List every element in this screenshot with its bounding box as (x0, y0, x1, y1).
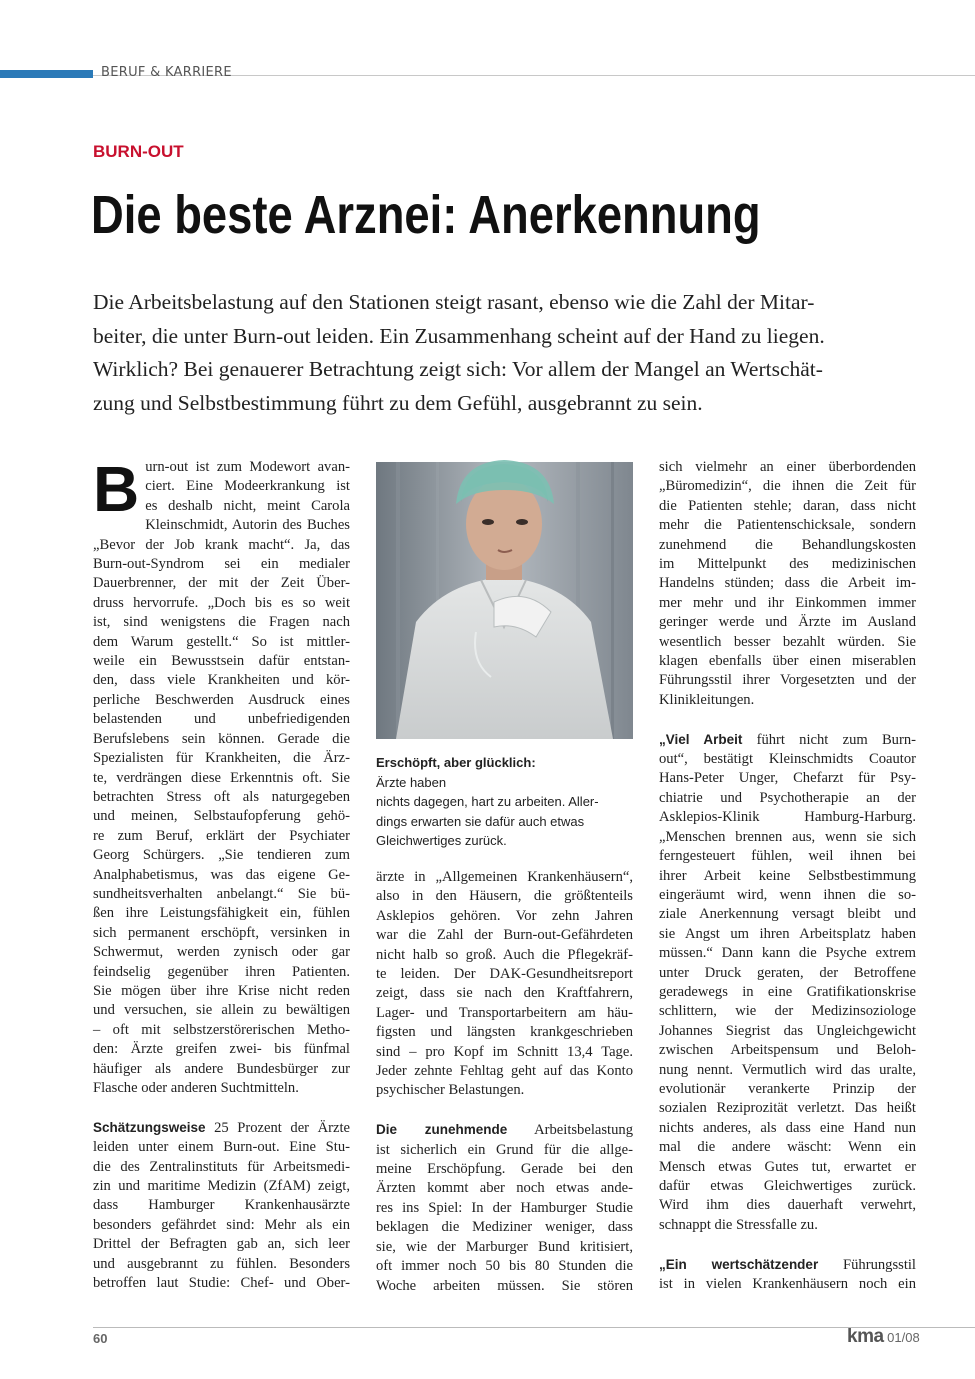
section-color-bar (0, 70, 93, 78)
article-kicker: BURN-OUT (93, 142, 184, 161)
caption-label: Erschöpft, aber glücklich: (376, 755, 536, 770)
text-line: wesentlich besser bezahlt würden. Sie (659, 633, 916, 650)
paragraph-start: „Viel Arbeit führt nicht zum Burn- (659, 731, 916, 748)
article-lead (93, 286, 893, 420)
paragraph-label: Schätzungsweise (93, 1119, 206, 1135)
text-line: schnappt die Stressfalle zu. (659, 1216, 818, 1233)
footer-rule (93, 1327, 975, 1328)
text-line: sich permanent erschöpft, versinken in (93, 924, 350, 941)
text-line: war die Zahl der Burn-out-Gefährdeten (376, 927, 633, 944)
caption-line: dings erwarten sie dafür auch etwas (376, 813, 585, 829)
text-line: urn-out ist zum Modewort avan- (145, 459, 350, 475)
text-line: nung nennt. Vermutlich wird das uralte, (659, 1061, 916, 1078)
text-line: sundheitsverhalten anbelangt.“ Sie bü- (93, 885, 350, 902)
text-line: Flasche oder anderen Suchtmitteln. (93, 1080, 299, 1096)
text-line: Wird ihm dies dauerhaft verwehrt, (659, 1197, 916, 1214)
text-line: Hans-Peter Unger, Chefarzt für Psy- (659, 770, 916, 787)
text-line: chiatrie und Psychotherapie an der (659, 789, 916, 806)
text-line: Führungsstil ihrer Vorgesetzten und der (659, 672, 916, 689)
lead-line: Wirklich? Bei genauerer Betrachtung zeigt sich: Vor allem der Mangel an Wertschät- (93, 357, 823, 381)
lead-line: Die Arbeitsbelastung auf den Stationen steigt rasant, ebenso wie die Zahl der Mitar- (93, 290, 815, 314)
text-line: sich vielmehr an einer überbordenden (659, 459, 916, 475)
text-line: weile ein Bewusstsein dafür entstan- (93, 653, 350, 670)
text-line: ziale Anerkennung versagt bleibt und (659, 906, 916, 923)
article-photo (376, 462, 633, 739)
text-line: unter Druck geraten, der Betroffene (659, 964, 916, 981)
text-line: te, verdrängen diese Erkenntnis oft. Sie (93, 769, 350, 786)
paragraph-start: „Ein wertschätzender Führungsstil (659, 1256, 916, 1273)
text-line: Asklepios gehören. Vor zehn Jahren (376, 907, 633, 924)
text-line: perliche Beschwerden Ausdruck eines (93, 691, 350, 708)
caption-first-line: Erschöpft, aber glücklich: Ärzte haben (376, 755, 536, 790)
text-line: zeigt, dass sie nach den Kraftfahrern, (376, 985, 633, 1002)
text-line: Johannes Siegrist das Ungleichgewicht (659, 1022, 916, 1039)
text-line: zin und maritime Medizin (ZfAM) zeigt, (93, 1178, 350, 1195)
photo-caption (376, 753, 633, 851)
text-line: „Menschen brennen aus, wenn sie sich (659, 828, 916, 845)
text-line: nichts anderes, als dass eine Hand nun (659, 1119, 916, 1136)
text-line: mal die andere wäscht: Wenn ein (659, 1139, 916, 1156)
section-label: BERUF & KARRIERE (101, 65, 232, 80)
page-number: 60 (93, 1331, 108, 1346)
text-line: und meinen, Selbstaufopferung gehö- (93, 808, 350, 825)
text-line: nicht halb so groß. Auch die Pflegekräf- (376, 946, 633, 963)
text-line: ciert. Eine Modeerkrankung ist (145, 478, 350, 495)
doctor-portrait-image (376, 462, 633, 739)
text-line: Kleinschmidt, Autorin des Buches (145, 517, 350, 534)
text-line: Georg Schürgers. „Sie tendieren zum (93, 847, 350, 864)
text-line: mer mehr und ihr Einkommen immer (659, 594, 916, 611)
text-line: Schwermut, werden zynisch oder gar (93, 944, 350, 961)
text-line: figsten und längsten krankgeschrieben (376, 1024, 633, 1041)
caption-line: nichts dagegen, hart zu arbeiten. Aller- (376, 794, 599, 810)
text-line: häufiger als andere Bundesbürger zur (93, 1060, 350, 1077)
text-line: Spezialisten für Krankheiten, die Ärz- (93, 750, 350, 767)
article-headline: Die beste Arznei: Anerkennung (91, 185, 761, 245)
text-line: ist, sind wenigstens die Fragen nach (93, 614, 350, 631)
text-line: betrachten Stress oft als naturgegeben (93, 788, 350, 805)
text-line: evolutionär verankerte Prinzip der (659, 1080, 916, 1097)
text-line: ihrer Arbeit keine Selbstbestimmung (659, 867, 916, 884)
text-line: re zum Beruf, erklärt der Psychiater (93, 827, 350, 844)
paragraph-label: Die zunehmende (376, 1122, 508, 1138)
text-line: die des Zentralinstituts für Arbeitsmedi- (93, 1158, 350, 1175)
text-column-3 (659, 458, 916, 1294)
text-line: sie Angst um ihren Arbeitsplatz haben (659, 925, 916, 942)
text-line: druss hervorrufe. „Doch bis es so weit (93, 594, 350, 611)
text-line: Woche arbeiten müssen. Sie stören (376, 1277, 633, 1294)
text-line: Analphabetismus, was das eigene Ge- (93, 866, 350, 883)
text-line: sie, wie der Marburger Bund kritisiert, (376, 1238, 633, 1255)
text-line: meine Erschöpfung. Gerade bei den (376, 1161, 633, 1178)
text-line: eingeräumt wird, wenn ihnen die so- (659, 886, 916, 903)
lead-line: zung und Selbstbestimmung führt zu dem Gefühl, ausgebrannt zu sein. (93, 390, 703, 415)
text-line: dass Hamburger Krankenhausärzte (93, 1197, 350, 1214)
text-line: Burn-out-Syndrom sei ein medialer (93, 556, 350, 573)
text-line: te leiden. Der DAK-Gesundheitsreport (376, 966, 633, 983)
text-line: dafür etwas Gleichwertiges zurück. (659, 1178, 916, 1195)
text-line: betroffen laut Studie: Chef- und Ober- (93, 1275, 350, 1292)
kma-logo: kma (847, 1326, 884, 1347)
text-line: zunehmend die Behandlungskosten (659, 536, 916, 553)
text-line: beklagen die Mediziner weniger, dass (376, 1219, 633, 1236)
lead-line: beiter, die unter Burn-out leiden. Ein Zusammenhang scheint auf der Hand zu liegen. (93, 323, 825, 348)
paragraph-start: Die zunehmende Arbeitsbelastung (376, 1122, 633, 1139)
text-line: den: Ärzte greifen zwei- bis fünfmal (93, 1041, 350, 1058)
text-line: die Patienten stehle; daran, dass nicht (659, 497, 916, 514)
text-line: mehr die Patientenschicksale, sondern (659, 517, 916, 534)
paragraph-label: „Ein wertschätzender (659, 1256, 819, 1272)
text-line: Dauerbrenner, der mit der Zeit Über- (93, 575, 350, 592)
drop-cap: B (93, 453, 140, 525)
text-line: zwischen Arbeitspensum und Beloh- (659, 1042, 916, 1059)
text-line: Berufslebens sein können. Gerade die (93, 730, 350, 747)
text-line: Drittel der Befragten gab an, sich leer (93, 1236, 350, 1253)
text-line: „Büromedizin“, die ihnen die Zeit für (659, 478, 916, 495)
text-line: Sie mögen über ihre Krise nicht reden (93, 982, 350, 999)
text-line: „Bevor der Job krank macht“. Ja, das (93, 536, 350, 553)
text-line: leiden unter einem Burn-out. Eine Stu- (93, 1139, 350, 1156)
text-line: Jeder zehnte Fehltag geht auf das Konto (376, 1063, 633, 1080)
text-line: den, dass viele Krankheiten und kör- (93, 672, 350, 689)
text-line: dem Warum gestellt.“ So ist mittler- (93, 633, 350, 650)
text-line: ist in vielen Krankenhäusern noch ein (659, 1276, 916, 1293)
text-line: sind – pro Kopf im Schnitt 13,4 Tage. (376, 1043, 633, 1060)
text-line: Ärzten kommt aber noch etwas ande- (376, 1180, 633, 1197)
text-line: Mensch etwas Gutes tut, erwartet er (659, 1158, 916, 1175)
text-line: geradewegs in eine Gratifikationskrise (659, 983, 916, 1000)
text-line: – oft mit selbstzerstörerischen Metho- (93, 1021, 350, 1038)
text-line: oft immer noch 50 bis 80 Stunden die (376, 1258, 633, 1275)
text-column-1 (93, 453, 350, 1293)
text-line: out“, bestätigt Kleinschmidts Coautor (659, 751, 916, 768)
paragraph-label: „Viel Arbeit (659, 731, 743, 747)
publication-mark (847, 1326, 920, 1348)
text-line: ärzte in „Allgemeinen Krankenhäusern“, (376, 869, 633, 885)
text-line: res ins Spiel: In der Hamburger Studie (376, 1199, 633, 1216)
text-line: ist sicherlich ein Grund für die allge- (376, 1141, 633, 1158)
text-line: es deshalb nicht, meint Carola (145, 497, 350, 514)
paragraph-start: Schätzungsweise 25 Prozent der Ärzte (93, 1119, 350, 1136)
text-line: geringer werde und Ärzte im Ausland (659, 614, 916, 631)
text-line: ferngesteuert fühlen, weil ihnen bei (659, 848, 916, 865)
caption-line: Gleichwertiges zurück. (376, 833, 507, 849)
text-line: psychischer Belastungen. (376, 1082, 525, 1099)
text-line: besonders gefährdet sind: Mehr als ein (93, 1216, 350, 1233)
text-line: Lager- und Transportarbeitern am häu- (376, 1004, 633, 1021)
text-line: schlittern, wie der Medizinsoziologe (659, 1003, 916, 1020)
text-line: sozialen Reziprozität verletzt. Das heißt (659, 1100, 916, 1117)
text-line: feindselig gegenüber ihren Patienten. (93, 963, 350, 980)
text-line: im Mittelpunkt des medizinischen (659, 556, 916, 573)
text-line: müssen.“ Dann kann die Psyche extrem (659, 945, 916, 962)
text-column-2 (376, 868, 633, 1296)
text-line: belastenden und unbefriedigenden (93, 711, 350, 728)
text-line: Asklepios-Klinik Hamburg-Harburg. (659, 809, 916, 826)
text-line: ßen ihre Leistungsfähigkeit ein, fühlen (93, 905, 350, 922)
text-line: also in den Häusern, die größtenteils (376, 888, 633, 905)
text-line: und versuchen, sie allein zu bewältigen (93, 1002, 350, 1019)
issue-number: 01/08 (887, 1330, 920, 1345)
text-line: Klinikleitungen. (659, 691, 755, 708)
text-line: und ausgebrannt zu fühlen. Besonders (93, 1255, 350, 1272)
text-line: klagen ebenfalls über einen miserablen (659, 653, 916, 670)
text-line: Handelns stünden; dass die Arbeit im- (659, 575, 916, 592)
